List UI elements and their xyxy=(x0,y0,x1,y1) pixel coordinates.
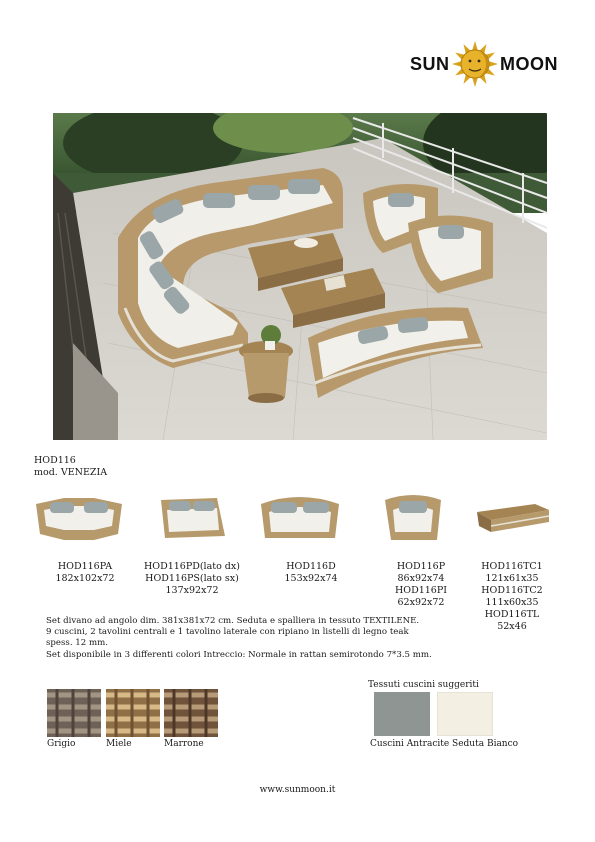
item-codes-armchair: HOD116P 86x92x74 HOD116PI 62x92x72 xyxy=(395,561,447,608)
logo-word-moon: MOON xyxy=(500,54,558,74)
item-codes-sofa: HOD116D 153x92x74 xyxy=(284,561,338,584)
thumb-coffee-table xyxy=(475,490,551,542)
swatch-label-grigio: Grigio xyxy=(47,739,76,749)
fabrics-title: Tessuti cuscini suggeriti xyxy=(368,680,479,690)
sun-moon-emblem-icon xyxy=(451,40,499,88)
brand-logo xyxy=(408,40,558,88)
thumb-side-sofa xyxy=(157,490,229,542)
product-code: HOD116 xyxy=(34,455,76,466)
product-description: Set divano ad angolo dim. 381x381x72 cm. Seduta e spalliera in tessuto TEXTILENE. 9 cuscini, 2 tavolini centrali e 1 tavolino laterale con ripiano in listelli di legno teak spess. 12 mm. Set disponibile in 3 differenti colori Intreccio: Normale in rattan semirotondo 7*3.5 mm. xyxy=(46,616,432,660)
website-link[interactable]: www.sunmoon.it xyxy=(259,785,336,795)
thumb-armchair xyxy=(383,490,443,542)
item-codes-tables: HOD116TC1 121x61x35 HOD116TC2 111x60x35 HOD116TL 52x46 xyxy=(481,561,543,632)
swatch-label-marrone: Marrone xyxy=(164,739,204,749)
thumb-corner-sofa xyxy=(34,490,124,542)
weave-swatch-grigio xyxy=(47,689,101,737)
swatch-label-miele: Miele xyxy=(106,739,132,749)
fabric-swatch-antracite xyxy=(374,692,430,736)
thumb-two-seat-sofa xyxy=(259,490,341,542)
fabric-swatch-bianco xyxy=(437,692,493,736)
weave-swatch-miele xyxy=(106,689,160,737)
item-codes-side: HOD116PD(lato dx) HOD116PS(lato sx) 137x92x72 xyxy=(144,561,240,596)
logo-word-sun: SUN xyxy=(410,54,450,74)
product-model: mod. VENEZIA xyxy=(34,467,108,478)
item-codes-corner: HOD116PA 182x102x72 xyxy=(55,561,115,584)
hero-photo-terrace-sofa-set xyxy=(53,113,547,440)
fabric-labels: Cuscini Antracite Seduta Bianco xyxy=(370,739,519,749)
weave-swatch-marrone xyxy=(164,689,218,737)
